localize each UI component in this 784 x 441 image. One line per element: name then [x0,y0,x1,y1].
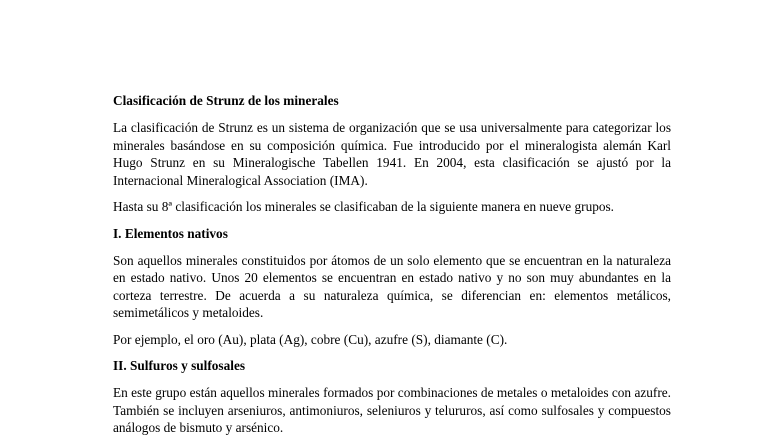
section-heading-elementos-nativos: I. Elementos nativos [113,225,228,241]
section-paragraph-examples: Por ejemplo, el oro (Au), plata (Ag), cobre (Cu), azufre (S), diamante (C). [113,331,508,347]
document-title: Clasificación de Strunz de los minerales [113,93,339,108]
groups-intro-paragraph: Hasta su 8ª clasificación los minerales se clasificaban de la siguiente manera en nueve grupos. [113,199,615,214]
intro-paragraph: La clasificación de Strunz es un sistema de organización que se usa universalmente para categorizar los minerales basándose en su composición química. Fue introducido por el mineralogista alemán Karl Hugo Strunz en su Mineralogische Tabellen 1941. En 2004, esta clasificación se ajustó por la Internacional Mineralogical Association (IMA). [113,120,671,188]
section-paragraph: En este grupo están aquellos minerales formados por combinaciones de metales o metaloides con azufre. También se incluyen arseniuros, antimoniuros, seleniuros y telururos, así como sulfosales y compuestos análogos de bismuto y arsénico. [113,385,671,435]
section-heading-sulfuros: II. Sulfuros y sulfosales [113,358,246,373]
section-paragraph: Son aquellos minerales constituidos por átomos de un solo elemento que se encuentran en la naturaleza en estado nativo. Unos 20 elementos se encuentran en estado nativo y no son muy abundantes en la corteza terrestre. De acuerda a su naturaleza química, se diferencian en: elementos metálicos, semimetálicos y metaloides. [113,252,671,320]
document-body [113,92,671,441]
